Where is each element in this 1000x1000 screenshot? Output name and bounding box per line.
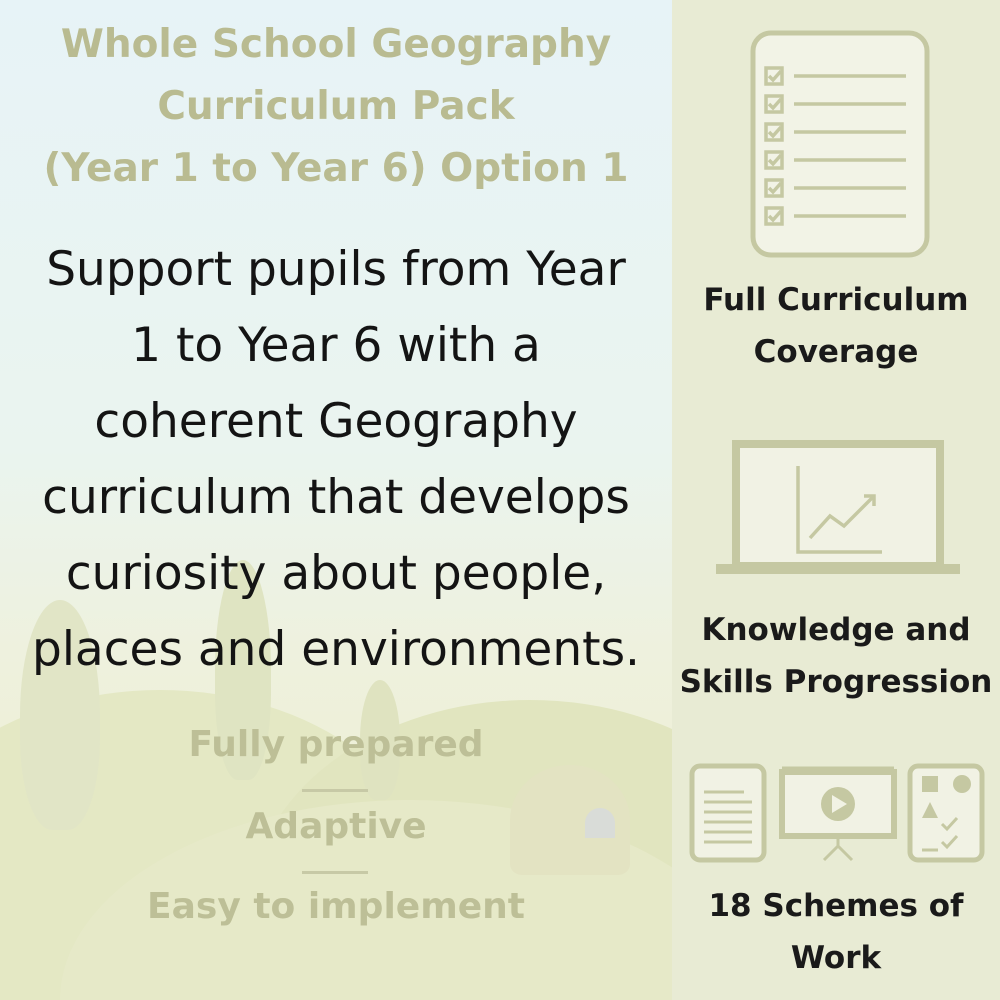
description-line: curiosity about people, xyxy=(65,546,607,601)
feature-label-line: 18 Schemes of xyxy=(708,888,964,924)
divider xyxy=(302,871,368,874)
feature-label-progression xyxy=(672,604,1000,708)
tagline: Adaptive xyxy=(245,806,427,847)
schemes-of-work-icon xyxy=(688,762,988,864)
description-line: Support pupils from Year xyxy=(46,242,626,297)
feature-label-line: Work xyxy=(790,940,882,976)
tagline: Fully prepared xyxy=(188,724,484,765)
tagline: Easy to implement xyxy=(147,886,525,927)
divider xyxy=(302,789,368,792)
feature-label-line: Skills Progression xyxy=(679,664,993,700)
feature-label-line: Coverage xyxy=(753,334,919,370)
title-line: Whole School Geography xyxy=(60,22,612,67)
progress-chart-icon xyxy=(716,440,960,576)
feature-label-schemes xyxy=(672,880,1000,984)
feature-label-line: Knowledge and xyxy=(701,612,971,648)
description-line: curriculum that develops xyxy=(42,470,630,525)
title-line: (Year 1 to Year 6) Option 1 xyxy=(43,146,629,191)
description-line: 1 to Year 6 with a xyxy=(131,318,541,373)
description-line: places and environments. xyxy=(32,622,640,677)
feature-label-curriculum-coverage xyxy=(672,274,1000,378)
title-line: Curriculum Pack xyxy=(157,84,515,129)
description xyxy=(10,232,662,688)
feature-label-line: Full Curriculum xyxy=(703,282,969,318)
checklist-icon xyxy=(750,30,930,258)
description-line: coherent Geography xyxy=(94,394,578,449)
